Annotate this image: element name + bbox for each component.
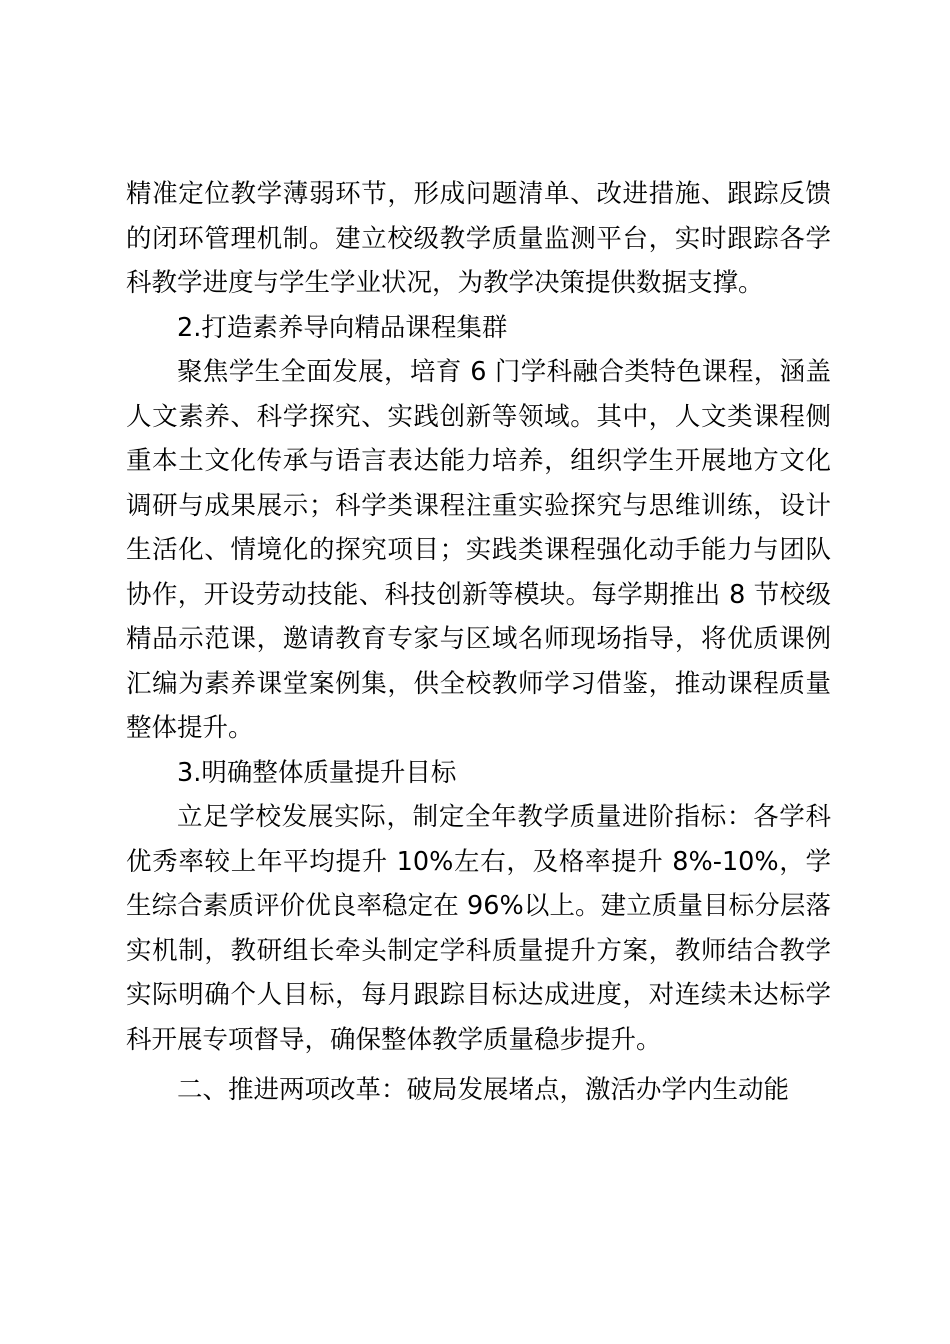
paragraph-quality-target: 立足学校发展实际，制定全年教学质量进阶指标：各学科优秀率较上年平均提升 10%左右，及格率提升 8%-10%，学生综合素质评价优良率稳定在 96%以上。建立质量目标分层落实机制，教研组长牵头制定学科质量提升方案，教师结合教学实际明确个人目标，每月跟踪目标达成进度，对连续未达标学科开展专项督导，确保整体教学质量稳步提升。 [126, 802, 831, 1055]
subheading-quality-target: 3.明确整体质量提升目标 [177, 757, 457, 788]
paragraph-continuation: 精准定位教学薄弱环节，形成问题清单、改进措施、跟踪反馈的闭环管理机制。建立校级教学质量监测平台，实时跟踪各学科教学进度与学生学业状况，为教学决策提供数据支撑。 [126, 179, 831, 298]
paragraph-curriculum: 聚焦学生全面发展，培育 6 门学科融合类特色课程，涵盖人文素养、科学探究、实践创新等领域。其中，人文类课程侧重本土文化传承与语言表达能力培养，组织学生开展地方文化调研与成果展示；科学类课程注重实验探究与思维训练，设计生活化、情境化的探究项目；实践类课程强化动手能力与团队协作，开设劳动技能、科技创新等模块。每学期推出 8 节校级精品示范课，邀请教育专家与区域名师现场指导，将优质课例汇编为素养课堂案例集，供全校教师学习借鉴，推动课程质量整体提升。 [126, 357, 831, 743]
document-body [126, 172, 831, 1113]
subheading-curriculum: 2.打造素养导向精品课程集群 [177, 312, 508, 343]
section-heading-reform: 二、推进两项改革：破局发展堵点，激活办学内生动能 [177, 1075, 790, 1105]
